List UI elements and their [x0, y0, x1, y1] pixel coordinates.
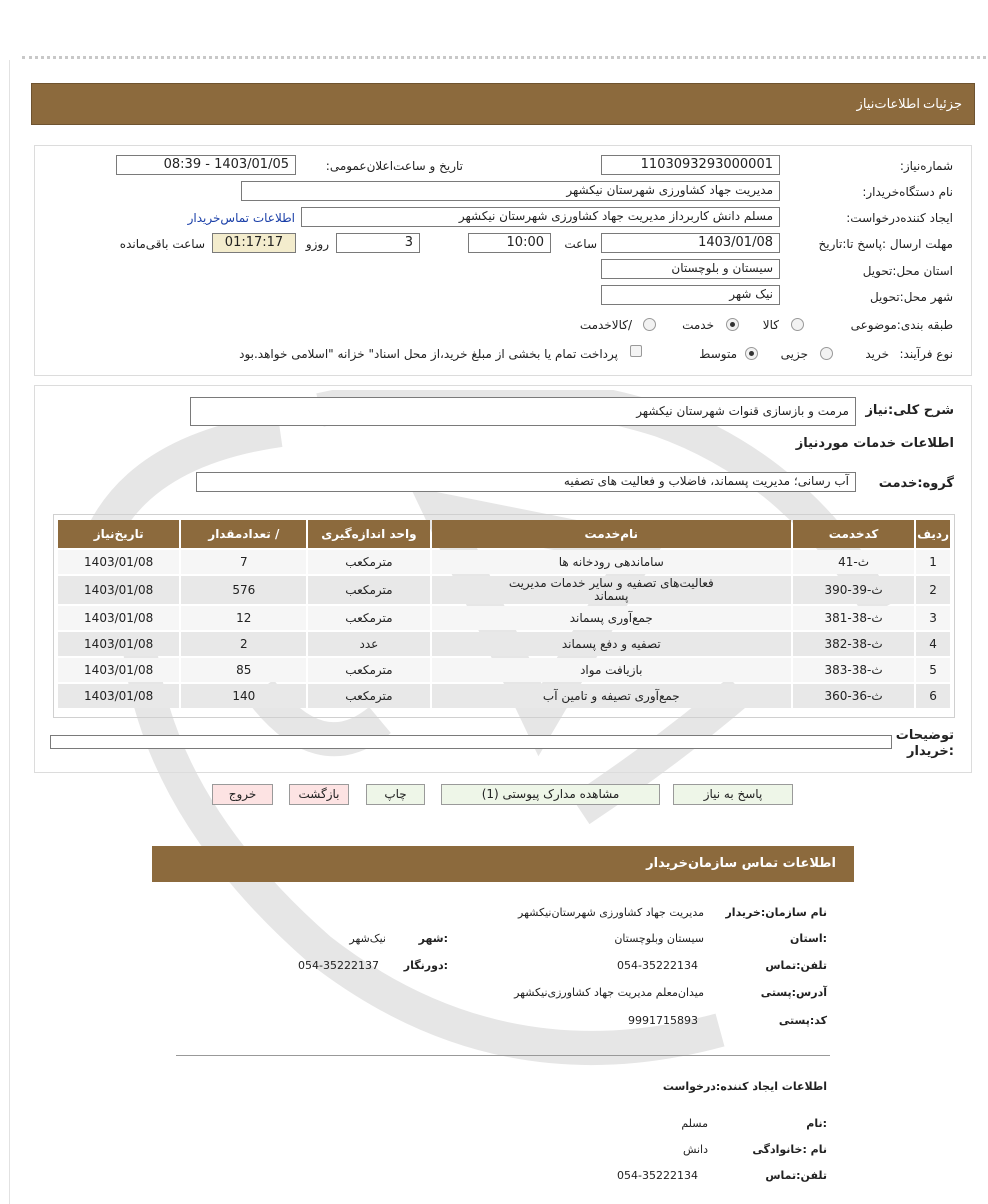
process-medium-radio[interactable] — [745, 347, 758, 360]
cell-name: بازیافت مواد — [432, 658, 792, 682]
cell-row: 6 — [916, 684, 950, 708]
cell-row: 5 — [916, 658, 950, 682]
process-minor-radio[interactable] — [820, 347, 833, 360]
cell-date: 1403/01/08 — [58, 684, 179, 708]
cell-row: 4 — [916, 632, 950, 656]
cell-qty: 7 — [181, 550, 306, 574]
creator-field[interactable]: مسلم دانش کاربرداز مدیریت جهاد کشاورزی شهرستان نیکشهر — [301, 207, 780, 227]
creator-first-name-label: :نام — [806, 1117, 827, 1130]
contact-divider — [176, 1055, 830, 1056]
process-medium-label: متوسط — [699, 347, 737, 361]
creator-first-name-value: مسلم — [681, 1117, 708, 1130]
cell-date: 1403/01/08 — [58, 632, 179, 656]
exit-button[interactable]: خروج — [212, 784, 273, 805]
creator-phone-value: 054-35222134 — [617, 1169, 698, 1182]
services-title: اطلاعات خدمات موردنیاز — [795, 436, 954, 451]
cell-name: فعالیت‌های تصفیه و سایر خدمات مدیریت پسماند — [432, 576, 792, 604]
creator-label: ایجاد کننده‌درخواست: — [846, 211, 953, 225]
col-qty: / تعدادمقدار — [181, 520, 306, 548]
need-info-header — [31, 83, 975, 125]
buyer-contact-link[interactable]: اطلاعات تماس‌خریدار — [187, 211, 295, 225]
category-service-radio[interactable] — [726, 318, 739, 331]
creator-last-name-label: نام :خانوادگی — [752, 1143, 827, 1156]
cell-name: ساماندهی رودخانه ها — [432, 550, 792, 574]
announce-date-label: تاریخ و ساعت‌اعلان‌عمومی: — [325, 159, 463, 173]
col-unit: واحد اندازه‌گیری — [308, 520, 429, 548]
cell-unit: مترمکعب — [308, 684, 429, 708]
print-button[interactable]: چاپ — [366, 784, 425, 805]
deadline-time-field[interactable]: 10:00 — [468, 233, 551, 253]
buyer-notes-field[interactable] — [50, 735, 892, 749]
cell-code: ث-38-382 — [793, 632, 914, 656]
top-dotted-separator — [22, 56, 986, 59]
cell-name: تصفیه و دفع پسماند — [432, 632, 792, 656]
cell-unit: عدد — [308, 632, 429, 656]
services-table — [56, 518, 952, 710]
col-date: تاریخ‌نیاز — [58, 520, 179, 548]
contact-fax-label: :دورنگار — [403, 959, 448, 972]
buyer-contact-title: اطلاعات تماس سازمان‌خریدار — [646, 856, 836, 871]
contact-phone-label: تلفن:تماس — [765, 959, 827, 972]
buyer-contact-header — [152, 846, 854, 882]
contact-org-value: مدیریت جهاد کشاورزی شهرستان‌نیکشهر — [518, 906, 704, 919]
table-row — [58, 632, 950, 656]
cell-qty: 2 — [181, 632, 306, 656]
cell-unit: مترمکعب — [308, 606, 429, 630]
creator-last-name-value: دانش — [682, 1143, 708, 1156]
cell-date: 1403/01/08 — [58, 550, 179, 574]
category-goods-radio[interactable] — [791, 318, 804, 331]
cell-qty: 12 — [181, 606, 306, 630]
cell-qty: 576 — [181, 576, 306, 604]
province-field[interactable]: سیستان و بلوچستان — [601, 259, 780, 279]
cell-code: ث-38-383 — [793, 658, 914, 682]
cell-qty: 85 — [181, 658, 306, 682]
need-details-panel — [34, 145, 972, 376]
cell-code: ث-38-381 — [793, 606, 914, 630]
deadline-time-label: ساعت — [564, 237, 597, 251]
back-button[interactable]: بازگشت — [289, 784, 349, 805]
cell-row: 2 — [916, 576, 950, 604]
col-row: ردیف — [916, 520, 950, 548]
cell-name: جمع‌آوری تصیفه و تامین آب — [432, 684, 792, 708]
cell-qty: 140 — [181, 684, 306, 708]
col-code: کدخدمت — [793, 520, 914, 548]
contact-org-label: نام سازمان:خریدار — [725, 906, 827, 919]
days-field[interactable]: 3 — [336, 233, 420, 253]
contact-city-value: نیک‌شهر — [349, 932, 386, 945]
need-number-field[interactable]: 1103093293000001 — [601, 155, 780, 175]
treasury-payment-note: پرداخت تمام یا بخشی از مبلغ خرید،از محل اسناد" خزانه "اسلامی خواهد.بود — [239, 347, 618, 361]
deadline-date-field[interactable]: 1403/01/08 — [601, 233, 780, 253]
category-goods-service-label: /کالاخدمت — [579, 318, 632, 332]
cell-code: ث-41 — [793, 550, 914, 574]
days-label: روزو — [305, 237, 329, 251]
creator-phone-label: تلفن:تماس — [765, 1169, 827, 1182]
process-type-label: نوع فرآیند: — [899, 347, 953, 361]
buyer-org-field[interactable]: مدیریت جهاد کشاورزی شهرستان نیکشهر — [241, 181, 780, 201]
attachments-button[interactable]: مشاهده مدارک پیوستی (1) — [441, 784, 660, 805]
remaining-time-label: ساعت باقی‌مانده — [119, 237, 205, 251]
province-label: استان محل:تحویل — [862, 264, 953, 278]
buyer-org-label: نام دستگاه‌خریدار: — [862, 185, 953, 199]
cell-row: 3 — [916, 606, 950, 630]
cell-code: ث-39-390 — [793, 576, 914, 604]
tab-details[interactable]: جزئیات — [923, 97, 962, 112]
cell-row: 1 — [916, 550, 950, 574]
cell-date: 1403/01/08 — [58, 658, 179, 682]
remaining-time-field: 01:17:17 — [212, 233, 296, 253]
cell-unit: مترمکعب — [308, 658, 429, 682]
general-description-label: شرح کلی:نیاز — [865, 403, 954, 418]
creator-info-title: اطلاعات ایجاد کننده:درخواست — [662, 1080, 827, 1093]
contact-postal-label: کد:پستی — [778, 1014, 827, 1027]
cell-unit: مترمکعب — [308, 576, 429, 604]
contact-province-value: سیستان وبلوچستان — [614, 932, 704, 945]
process-minor-label: جزیی — [780, 347, 808, 361]
buyer-notes-label: توضیحات :خریدار — [895, 728, 954, 759]
service-group-field[interactable]: آب رسانی؛ مدیریت پسماند، فاضلاب و فعالیت های تصفیه — [196, 472, 856, 492]
treasury-payment-checkbox[interactable] — [630, 345, 642, 357]
cell-code: ث-36-360 — [793, 684, 914, 708]
col-name: نام‌خدمت — [432, 520, 792, 548]
cell-date: 1403/01/08 — [58, 576, 179, 604]
contact-address-value: میدان‌معلم مدیریت جهاد کشاورزی‌نیکشهر — [514, 986, 704, 999]
cell-name: جمع‌آوری پسماند — [432, 606, 792, 630]
tab-need-info[interactable]: اطلاعات‌نیاز — [856, 97, 920, 112]
deadline-label: مهلت ارسال :پاسخ تا:تاریخ — [818, 237, 953, 251]
cell-date: 1403/01/08 — [58, 606, 179, 630]
table-row — [58, 658, 950, 682]
process-purchase-label: خرید — [865, 347, 889, 361]
table-row — [58, 606, 950, 630]
category-label: طبقه بندی:موضوعی — [850, 318, 953, 332]
table-row — [58, 550, 950, 574]
category-goods-label: کالا — [762, 318, 779, 332]
contact-province-label: :استان — [790, 932, 827, 945]
table-row — [58, 576, 950, 604]
left-border-line — [9, 60, 10, 1204]
table-row — [58, 684, 950, 708]
city-field[interactable]: نیک شهر — [601, 285, 780, 305]
contact-address-label: آدرس:پستی — [760, 986, 827, 999]
contact-phone-value: 054-35222134 — [617, 959, 698, 972]
service-group-label: گروه:خدمت — [878, 476, 954, 491]
cell-unit: مترمکعب — [308, 550, 429, 574]
reply-button[interactable]: پاسخ به نیاز — [673, 784, 793, 805]
general-description-field[interactable]: مرمت و بازسازی قنوات شهرستان نیکشهر — [190, 397, 856, 426]
city-label: شهر محل:تحویل — [869, 290, 953, 304]
contact-postal-value: 9991715893 — [628, 1014, 698, 1027]
contact-fax-value: 054-35222137 — [298, 959, 379, 972]
announce-date-field[interactable]: 1403/01/05 - 08:39 — [116, 155, 296, 175]
need-number-label: شماره‌نیاز: — [899, 159, 953, 173]
contact-city-label: :شهر — [418, 932, 448, 945]
category-service-label: خدمت — [682, 318, 714, 332]
category-goods-service-radio[interactable] — [643, 318, 656, 331]
